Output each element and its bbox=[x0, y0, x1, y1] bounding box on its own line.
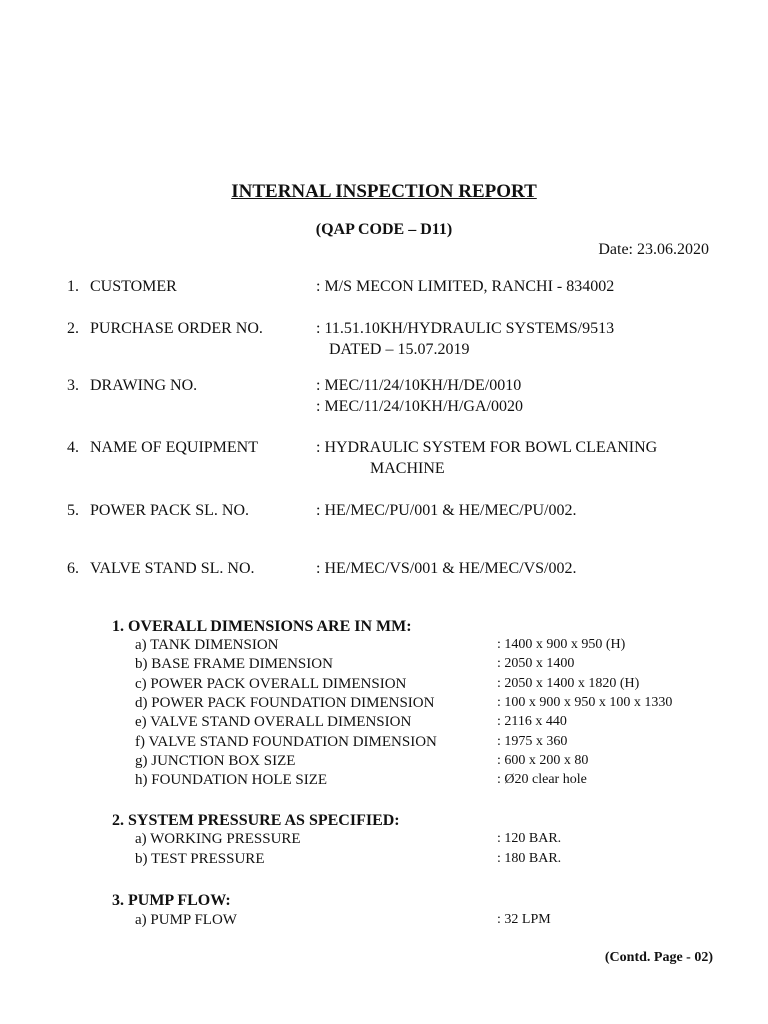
item-label-drawing-no: DRAWING NO. bbox=[90, 377, 198, 394]
item-label-valve-stand: VALVE STAND SL. NO. bbox=[90, 560, 255, 577]
section-row-value: : 2050 x 1400 x 1820 (H) bbox=[497, 676, 640, 691]
item-label-customer: CUSTOMER bbox=[90, 278, 177, 295]
continued-note: (Contd. Page - 02) bbox=[604, 950, 713, 965]
item-number: 2. bbox=[67, 320, 79, 337]
item-label-equipment: NAME OF EQUIPMENT bbox=[90, 439, 258, 456]
item-value-customer: : M/S MECON LIMITED, RANCHI - 834002 bbox=[316, 278, 615, 295]
item-value-drawing-no: : MEC/11/24/10KH/H/GA/0020 bbox=[316, 398, 523, 415]
report-date: Date: 23.06.2020 bbox=[598, 241, 709, 258]
section-heading-dimensions: 1. OVERALL DIMENSIONS ARE IN MM: bbox=[112, 618, 412, 635]
section-row-label: c) POWER PACK OVERALL DIMENSION bbox=[135, 676, 407, 692]
report-title: INTERNAL INSPECTION REPORT bbox=[231, 181, 537, 202]
section-row-value: : 2116 x 440 bbox=[497, 714, 567, 729]
section-row-value: : 100 x 900 x 950 x 100 x 1330 bbox=[497, 695, 673, 710]
qap-code: (QAP CODE – D11) bbox=[315, 221, 453, 238]
section-row-value: : 1975 x 360 bbox=[497, 734, 568, 749]
section-row-value: : 180 BAR. bbox=[497, 851, 562, 866]
section-row-label: g) JUNCTION BOX SIZE bbox=[135, 753, 296, 769]
item-value-valve-stand: : HE/MEC/VS/001 & HE/MEC/VS/002. bbox=[316, 560, 577, 577]
section-heading-pump-flow: 3. PUMP FLOW: bbox=[112, 892, 231, 909]
section-row-label: h) FOUNDATION HOLE SIZE bbox=[135, 772, 328, 788]
section-row-label: e) VALVE STAND OVERALL DIMENSION bbox=[135, 714, 412, 730]
item-number: 3. bbox=[67, 377, 79, 394]
section-row-value: : 2050 x 1400 bbox=[497, 656, 575, 671]
item-value-power-pack: : HE/MEC/PU/001 & HE/MEC/PU/002. bbox=[316, 502, 577, 519]
section-row-value: : 600 x 200 x 80 bbox=[497, 753, 589, 768]
item-value-equipment: : HYDRAULIC SYSTEM FOR BOWL CLEANING bbox=[316, 439, 658, 456]
section-row-value: : 120 BAR. bbox=[497, 831, 562, 846]
section-row-label: b) TEST PRESSURE bbox=[135, 851, 265, 867]
item-number: 6. bbox=[67, 560, 79, 577]
item-number: 1. bbox=[67, 278, 79, 295]
section-row-label: a) PUMP FLOW bbox=[135, 912, 237, 928]
item-label-purchase-order: PURCHASE ORDER NO. bbox=[90, 320, 263, 337]
section-row-label: a) TANK DIMENSION bbox=[135, 637, 279, 653]
section-heading-pressure: 2. SYSTEM PRESSURE AS SPECIFIED: bbox=[112, 812, 400, 829]
section-row-label: f) VALVE STAND FOUNDATION DIMENSION bbox=[135, 734, 437, 750]
item-value-purchase-order-date: DATED – 15.07.2019 bbox=[329, 341, 470, 358]
item-number: 4. bbox=[67, 439, 79, 456]
section-row-value: : 1400 x 900 x 950 (H) bbox=[497, 637, 626, 652]
section-row-label: b) BASE FRAME DIMENSION bbox=[135, 656, 333, 672]
section-row-label: d) POWER PACK FOUNDATION DIMENSION bbox=[135, 695, 435, 711]
item-number: 5. bbox=[67, 502, 79, 519]
item-value-drawing-no: : MEC/11/24/10KH/H/DE/0010 bbox=[316, 377, 522, 394]
section-row-value: : Ø20 clear hole bbox=[497, 772, 587, 787]
section-row-label: a) WORKING PRESSURE bbox=[135, 831, 301, 847]
item-value-equipment-cont: MACHINE bbox=[370, 460, 445, 477]
item-label-power-pack: POWER PACK SL. NO. bbox=[90, 502, 249, 519]
section-row-value: : 32 LPM bbox=[497, 912, 551, 927]
item-value-purchase-order: : 11.51.10KH/HYDRAULIC SYSTEMS/9513 bbox=[316, 320, 615, 337]
